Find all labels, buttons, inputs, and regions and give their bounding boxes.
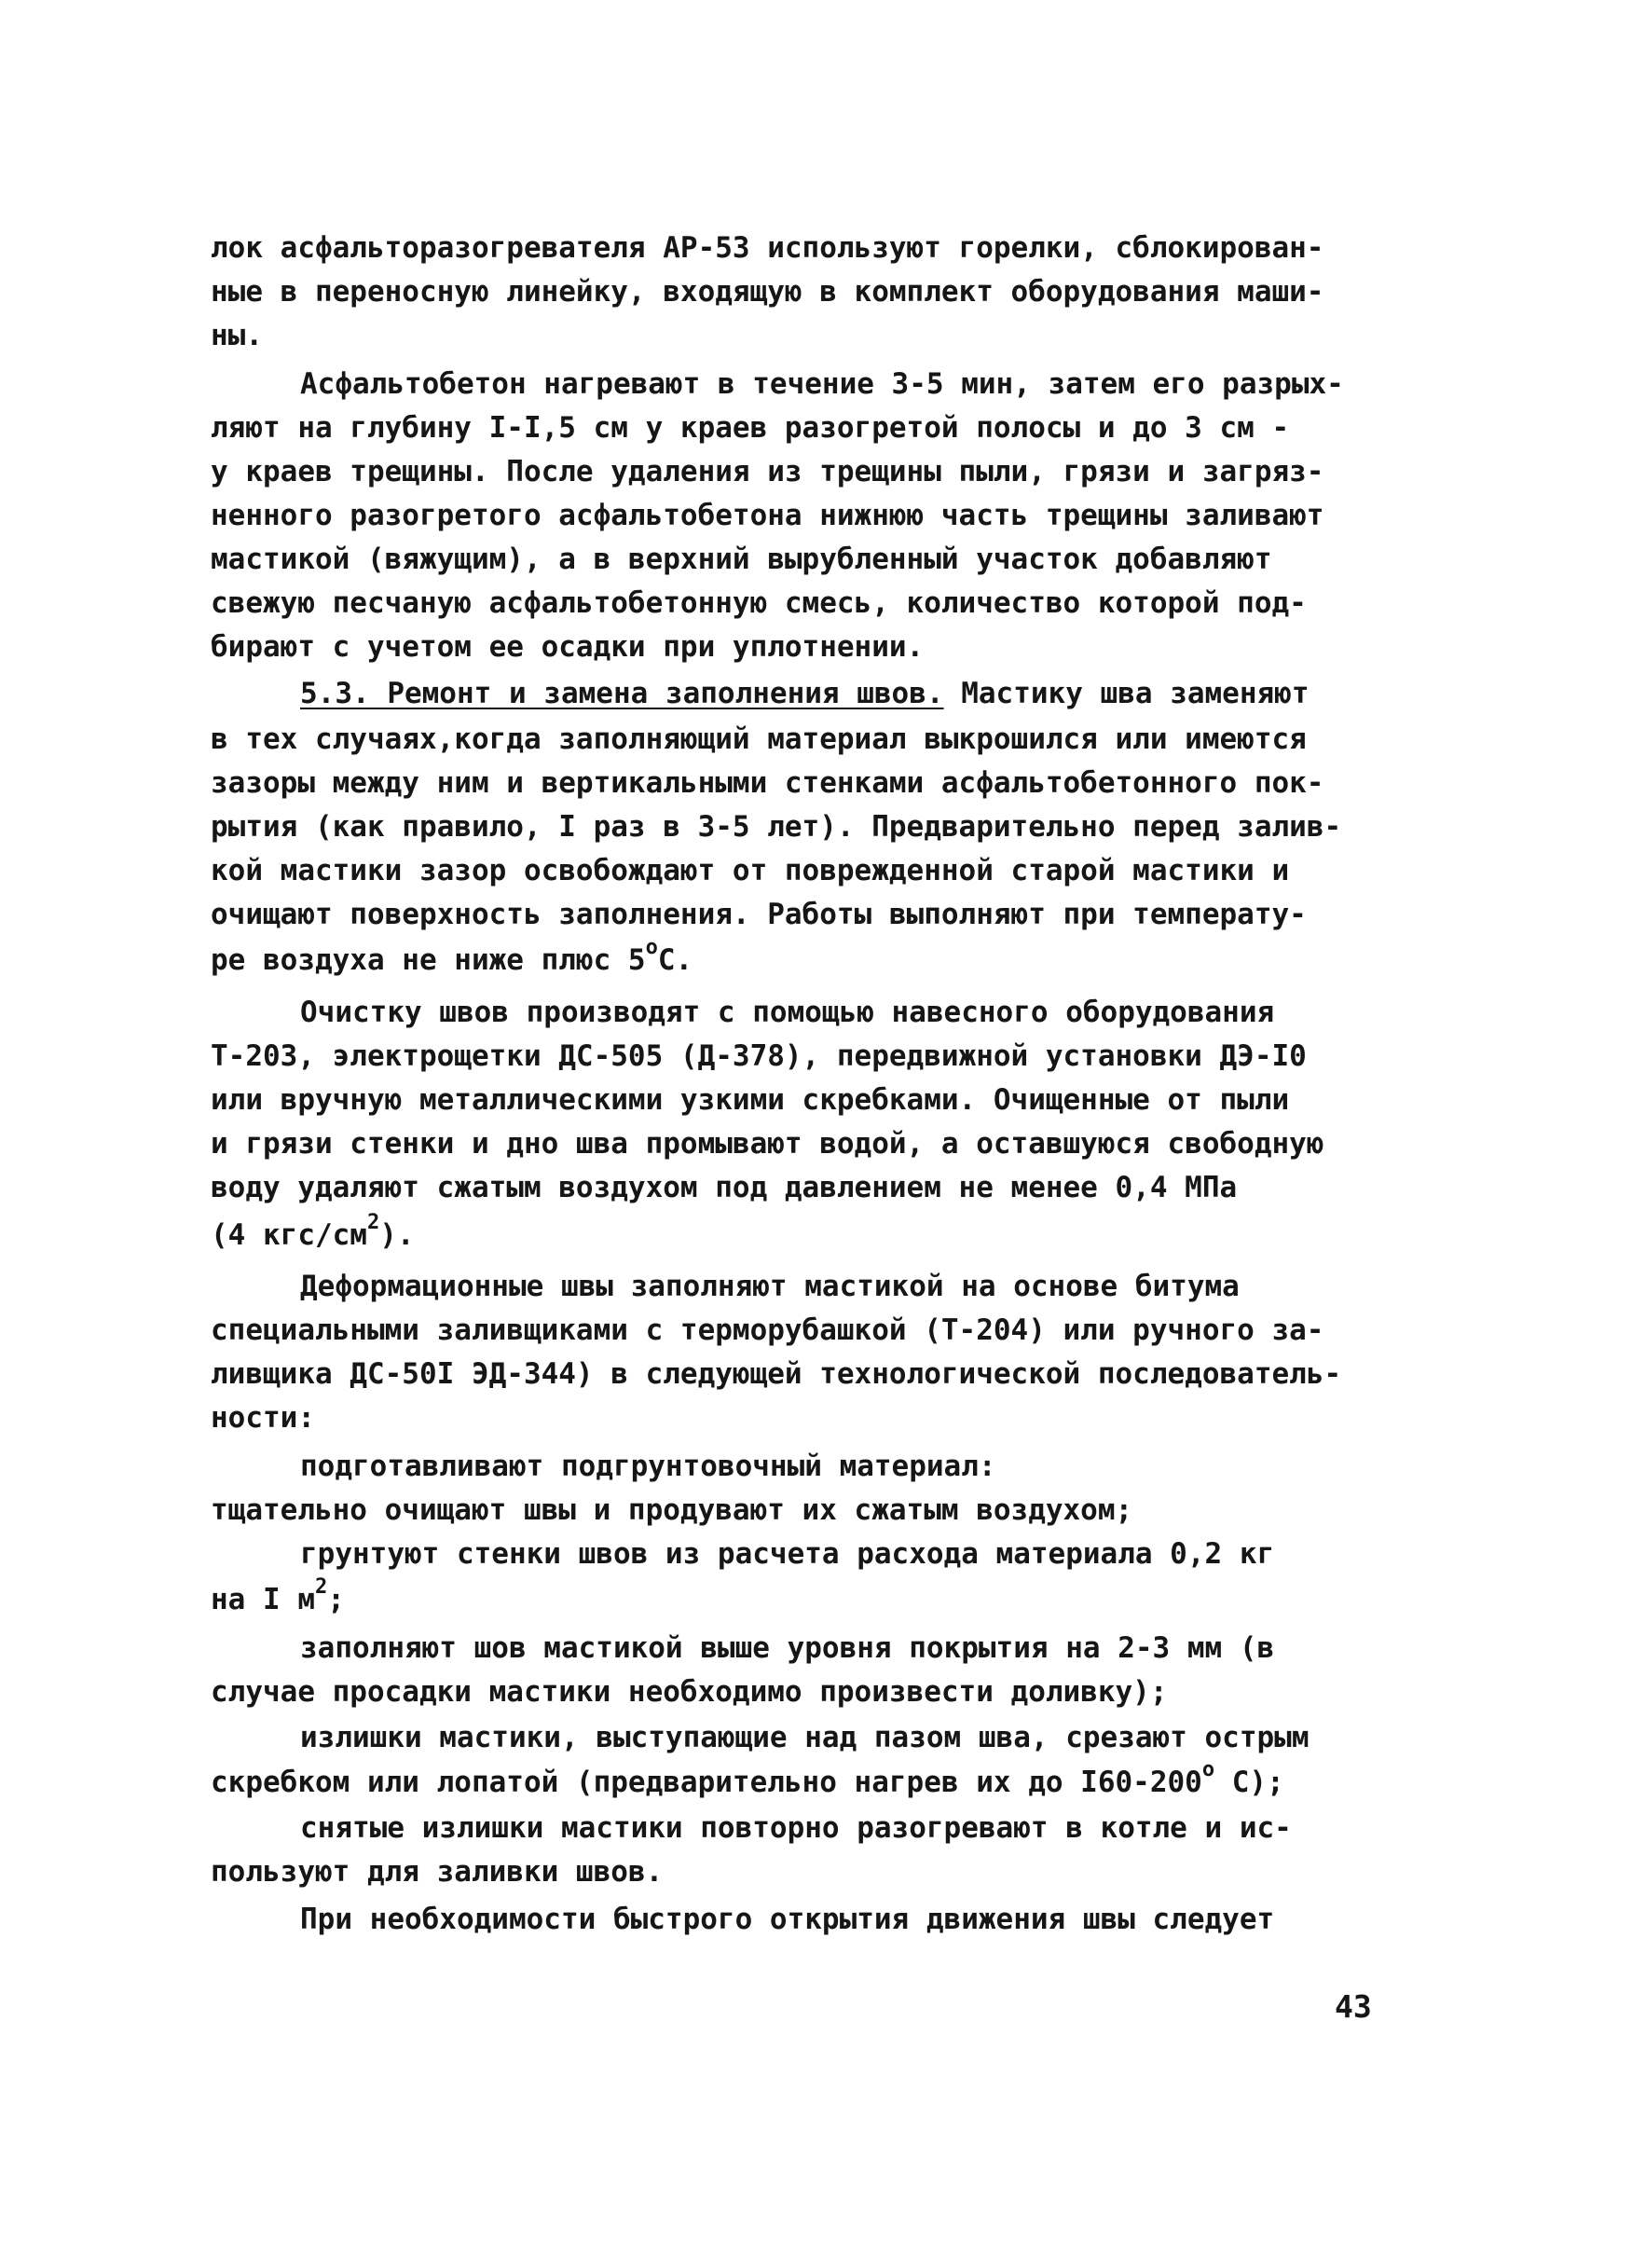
section-heading: 5.3. Ремонт и замена заполнения швов. xyxy=(300,677,944,710)
text-line: бирают с учетом ее осадки при уплотнении. xyxy=(211,630,925,664)
text-line: рытия (как правило, I раз в 3-5 лет). Предварительно перед залив- xyxy=(211,810,1342,844)
text-line: ны. xyxy=(211,319,263,352)
text-line: пользуют для заливки швов. xyxy=(211,1855,664,1889)
list-item: излишки мастики, выступающие над пазом шва, срезают острым xyxy=(300,1721,1310,1754)
text-fragment: ре воздуха не ниже плюс 5 xyxy=(211,943,646,977)
text-line: ности: xyxy=(211,1401,315,1435)
text-line: или вручную металлическими узкими скребками. Очищенные от пыли xyxy=(211,1083,1290,1117)
list-item: грунтуют стенки швов из расчета расхода материала 0,2 кг xyxy=(300,1537,1275,1571)
text-line: ливщика ДС-50I ЭД-344) в следующей технологической последователь- xyxy=(211,1357,1342,1391)
degree-superscript: о xyxy=(1201,1757,1215,1781)
text-line: ляют на глубину I-I,5 см у краев разогретой полосы и до 3 см - xyxy=(211,411,1290,445)
text-line: случае просадки мастики необходимо произвести доливку); xyxy=(211,1675,1168,1709)
text-line: и грязи стенки и дно шва промывают водой, а оставшуюся свободную xyxy=(211,1127,1324,1161)
page-number: 43 xyxy=(1335,1988,1372,2025)
text-line: ненного разогретого асфальтобетона нижнюю часть трещины заливают xyxy=(211,499,1324,532)
list-item: заполняют шов мастикой выше уровня покрытия на 2-3 мм (в xyxy=(300,1631,1275,1665)
text-fragment: скребком или лопатой (предварительно нагрев их до I60-200 xyxy=(211,1766,1202,1799)
text-fragment: (4 кгс/см xyxy=(211,1218,367,1252)
text-line: воду удаляют сжатым воздухом под давлением не менее 0,4 МПа xyxy=(211,1171,1238,1204)
list-item: подготавливают подгрунтовочный материал: xyxy=(300,1450,996,1483)
section-heading-continuation: Мастику шва заменяют xyxy=(943,677,1310,710)
text-line xyxy=(211,935,693,979)
degree-superscript: о xyxy=(645,935,658,959)
text-fragment: С); xyxy=(1214,1766,1284,1799)
text-line: очищают поверхность заполнения. Работы выполняют при температу- xyxy=(211,898,1307,931)
text-line: свежую песчаную асфальтобетонную смесь, количество которой под- xyxy=(211,586,1307,620)
text-line xyxy=(211,1574,345,1618)
text-line: у краев трещины. После удаления из трещины пыли, грязи и загряз- xyxy=(211,455,1324,488)
text-line xyxy=(211,1210,415,1254)
text-fragment: ; xyxy=(327,1583,345,1616)
text-line: Т-203, электрощетки ДС-505 (Д-378), передвижной установки ДЭ-I0 xyxy=(211,1039,1307,1073)
paragraph-first-line: Деформационные швы заполняют мастикой на основе битума xyxy=(300,1270,1240,1303)
paragraph-first-line: Очистку швов производят с помощью навесного оборудования xyxy=(300,996,1275,1029)
text-line: лок асфальторазогревателя АР-53 используют горелки, сблокирован- xyxy=(211,231,1324,265)
text-fragment: С. xyxy=(657,943,693,977)
paragraph-first-line: Асфальтобетон нагревают в течение 3-5 мин, затем его разрых- xyxy=(300,367,1344,401)
text-line: в тех случаях,когда заполняющий материал выкрошился или имеются xyxy=(211,722,1307,756)
square-superscript: 2 xyxy=(366,1210,380,1234)
text-line: специальными заливщиками с терморубашкой (Т-204) или ручного за- xyxy=(211,1313,1324,1347)
text-fragment: ). xyxy=(379,1218,415,1252)
text-line: мастикой (вяжущим), а в верхний вырубленный участок добавляют xyxy=(211,543,1272,576)
text-line: кой мастики зазор освобождают от поврежденной старой мастики и xyxy=(211,854,1290,887)
text-line: ные в переносную линейку, входящую в комплект оборудования маши- xyxy=(211,275,1324,309)
list-item: снятые излишки мастики повторно разогревают в котле и ис- xyxy=(300,1811,1292,1845)
list-item: тщательно очищают швы и продувают их сжатым воздухом; xyxy=(211,1493,1133,1527)
text-line xyxy=(211,1757,1284,1801)
text-fragment: на I м xyxy=(211,1583,315,1616)
text-line: зазоры между ним и вертикальными стенками асфальтобетонного пок- xyxy=(211,766,1324,800)
square-superscript: 2 xyxy=(314,1574,328,1599)
paragraph-first-line: При необходимости быстрого открытия движения швы следует xyxy=(300,1903,1275,1936)
section-heading-line xyxy=(300,675,1310,712)
